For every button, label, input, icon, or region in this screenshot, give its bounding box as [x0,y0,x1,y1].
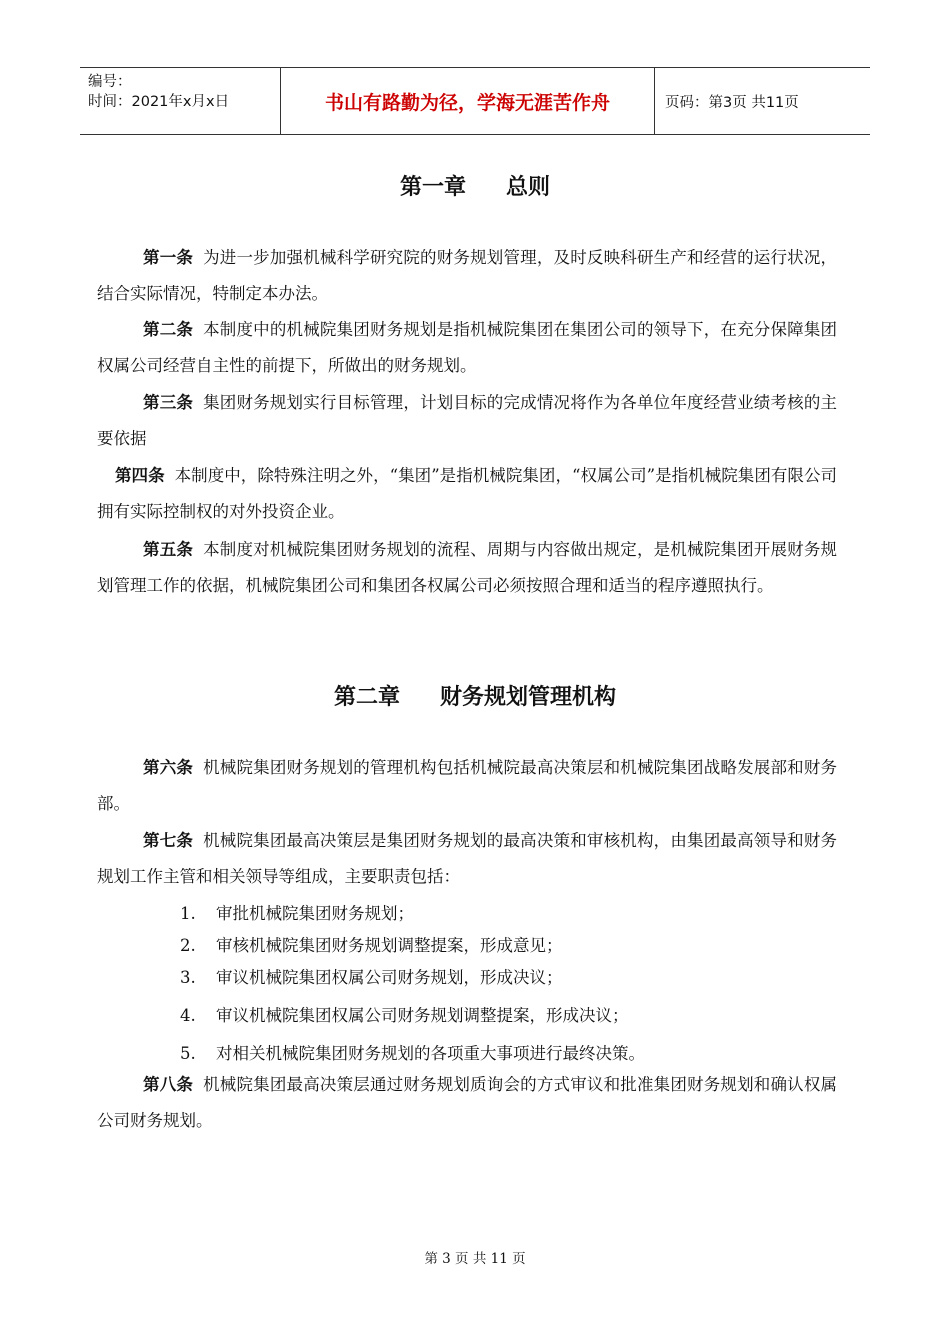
article-2 [97,312,837,384]
list-item [180,1000,830,1032]
article-1-lead: 第一条 [143,248,194,267]
article-5-text: 本制度对机械院集团财务规划的流程、周期与内容做出规定，是机械院集团开展财务规划管理工作的依据，机械院集团公司和集团各权属公司必须按照合理和适当的程序遵照执行。 [97,540,837,595]
list-item-text: 审批机械院集团财务规划； [216,904,414,923]
article-6 [97,750,837,822]
header-page-info: 页码：第3页 共11页 [665,94,799,111]
list-item [180,962,830,994]
list-item-number: 1. [180,904,196,923]
article-1-text: 为进一步加强机械科学研究院的财务规划管理，及时反映科研生产和经营的运行状况，结合实际情况，特制定本办法。 [97,248,837,303]
article-3-lead: 第三条 [143,393,194,412]
article-4 [97,458,837,530]
list-item-number: 2. [180,936,196,955]
chapter-2-heading [0,680,950,711]
chapter-1-title: 总则 [506,175,551,200]
list-item [180,898,830,930]
list-item-text: 审核机械院集团财务规划调整提案，形成意见； [216,936,563,955]
article-5 [97,532,837,604]
article-4-text: 本制度中，除特殊注明之外，“集团”是指机械院集团，“权属公司”是指机械院集团有限公司拥有实际控制权的对外投资企业。 [97,466,837,521]
chapter-1-heading [0,170,950,201]
article-4-lead: 第四条 [115,466,165,485]
header-motto: 书山有路勤为径，学海无涯苦作舟 [281,68,655,134]
article-1 [97,240,837,312]
list-item-number: 5. [180,1044,196,1063]
header-meta [80,68,281,134]
article-3-text: 集团财务规划实行目标管理，计划目标的完成情况将作为各单位年度经营业绩考核的主要依据 [97,393,837,448]
duties-list [180,898,830,1070]
article-3 [97,385,837,457]
list-item-number: 3. [180,968,196,987]
article-7-lead: 第七条 [143,831,194,850]
article-7-text: 机械院集团最高决策层是集团财务规划的最高决策和审核机构，由集团最高领导和财务规划工作主管和相关领导等组成，主要职责包括： [97,831,837,886]
page-footer: 第 3 页 共 11 页 [424,1251,526,1267]
chapter-2-number: 第二章 [333,685,400,710]
article-7 [97,823,837,895]
article-8 [97,1067,837,1139]
list-item-number: 4. [180,1006,196,1025]
article-2-text: 本制度中的机械院集团财务规划是指机械院集团在集团公司的领导下，在充分保障集团权属公司经营自主性的前提下，所做出的财务规划。 [97,320,837,375]
list-item [180,930,830,962]
article-6-text: 机械院集团财务规划的管理机构包括机械院最高决策层和机械院集团战略发展部和财务部。 [97,758,837,813]
number-label: 编号： [88,74,132,90]
chapter-2-title: 财务规划管理机构 [440,685,617,710]
article-6-lead: 第六条 [143,758,194,777]
list-item [180,1038,830,1070]
chapter-1-number: 第一章 [399,175,466,200]
list-item-text: 审议机械院集团权属公司财务规划，形成决议； [216,968,563,987]
page-header [80,67,870,135]
article-2-lead: 第二条 [143,320,194,339]
article-8-lead: 第八条 [143,1075,194,1094]
list-item-text: 审议机械院集团权属公司财务规划调整提案，形成决议； [216,1006,629,1025]
article-8-text: 机械院集团最高决策层通过财务规划质询会的方式审议和批准集团财务规划和确认权属公司财务规划。 [97,1075,837,1130]
article-5-lead: 第五条 [143,540,194,559]
time-label: 时间：2021年x月x日 [88,94,230,110]
list-item-text: 对相关机械院集团财务规划的各项重大事项进行最终决策。 [216,1044,645,1063]
